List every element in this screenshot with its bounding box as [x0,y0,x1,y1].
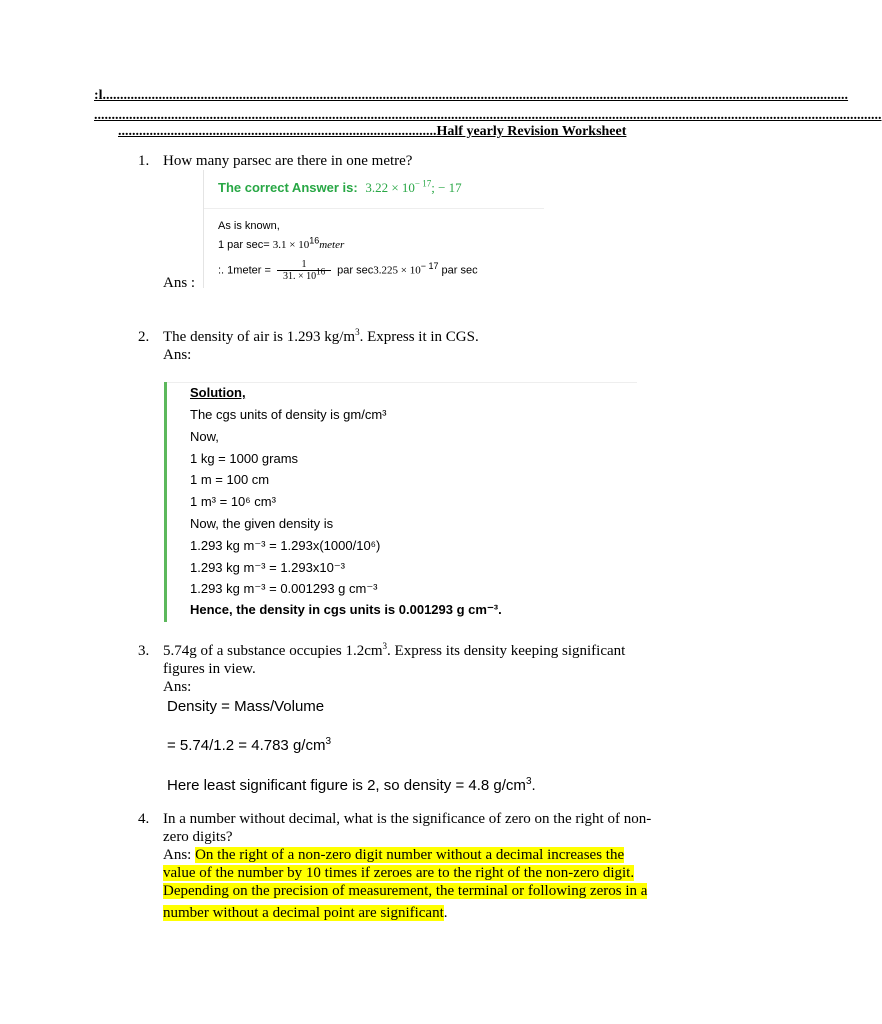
answer-3-line-2: = 5.74/1.2 = 4.783 $g/cm^3$ [167,736,332,754]
solution-line: 1 m = 100 cm [190,472,270,487]
worksheet-title-row [118,124,678,140]
question-3-number: 3. [138,643,150,659]
solution-line: The cgs units of density is gm/cm³ [190,407,387,422]
header-dotted-line-2: ................................................................................................................................................................................................................................. [94,108,882,123]
header-dots: ........................................................................................... [118,124,437,139]
fraction: $\frac{1}{31. \times 10^{16}}$ [277,259,331,282]
solution-heading: Solution, [190,385,246,400]
solution-line: Now, [190,429,219,444]
answer-1-divider [204,208,544,209]
answer-3-line-3: Here least significant figure is 2, so density = 4.8 $g/cm^3$. [167,776,536,794]
question-3-text: 5.74g of a substance occupies $1.2cm^3$. Express its density keeping significant [163,641,626,659]
correct-answer-value: $3.22 \times 10^{- 17}$; − 17 [365,178,462,195]
solution-line: 1.293 kg m⁻³ = 0.001293 g cm⁻³ [190,581,378,596]
solution-line: 1 m³ = 10⁶ cm³ [190,494,276,509]
question-3-ans-label: Ans: [163,679,192,695]
answer-4-highlight: On the right of a non-zero digit number without a decimal increases the [195,847,625,863]
question-4-ans-label: Ans: [163,847,196,863]
header-dotted-line-1: :l..................................................................................................................................................................................................................... [94,88,849,103]
solution-conclusion: Hence, the density in cgs units is 0.001293 g cm⁻³. [190,602,502,617]
answer-1-par-sec: 1 par $\sec= 3.1 \times 10^{16}meter$ [218,235,345,251]
question-1-text: How many parsec are there in one metre? [163,153,413,169]
answer-1-box [203,170,554,288]
solution-line: Now, the given density is [190,516,334,531]
answer-1-correct-row [218,180,462,196]
question-4-text: In a number without decimal, what is the significance of zero on the right of non- [163,811,652,827]
answer-4-line-4: number without a decimal point are significant. [163,905,448,921]
solution-line: 1.293 kg m⁻³ = 1.293x(1000/10⁶) [190,538,381,553]
worksheet-title: Half yearly Revision Worksheet [436,124,627,139]
question-2-ans-label: Ans: [163,347,192,363]
solution-2-box [164,382,637,622]
answer-4-line-3: Depending on the precision of measurement, the terminal or following zeros in a [163,883,648,899]
answer-4-line-1 [163,846,624,864]
answer-3-line-1: Density = Mass/Volume [167,698,325,715]
question-4-number: 4. [138,811,150,827]
correct-answer-label: The correct Answer is: [218,180,358,195]
question-1-number: 1. [138,153,150,169]
solution-2-topline [167,382,637,383]
solution-line: 1 kg = 1000 grams [190,451,299,466]
question-4-text-cont: zero digits? [163,829,233,845]
question-1-ans-label: Ans : [163,275,196,291]
answer-1-meter: :. 1meter = $\frac{1}{31. \times 10^{16}}$ par $\sec 3.225 \times 10^{- 17}$ par sec [218,259,478,282]
question-3-text-cont: figures in view. [163,661,256,677]
answer-1-known: As is known, [218,220,280,232]
solution-line: 1.293 kg m⁻³ = 1.293x10⁻³ [190,560,346,575]
question-2-number: 2. [138,329,150,345]
answer-4-line-2: value of the number by 10 times if zeroes are to the right of the non-zero digit. [163,865,635,881]
question-2-text: The density of air is 1.293 $kg/m^3$. Express it in CGS. [163,327,479,345]
